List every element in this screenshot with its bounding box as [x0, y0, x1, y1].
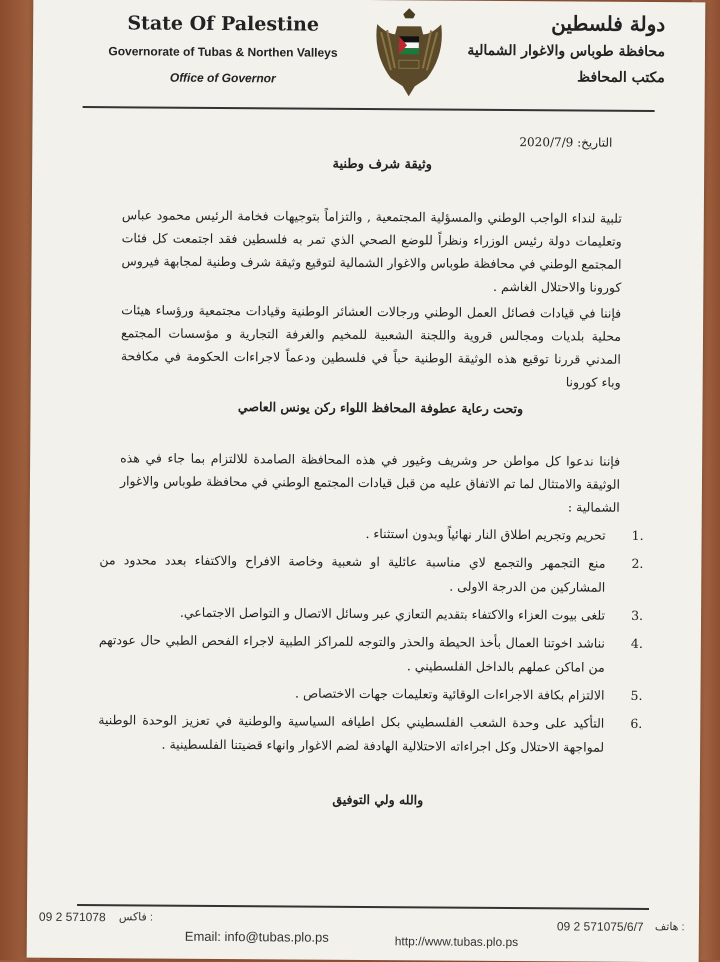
governorate-name-ar: محافظة طوباس والاغوار الشمالية [467, 42, 666, 61]
item-number: 2. [631, 555, 644, 571]
item-text: التأكيد على وحدة الشعب الفلسطيني بكل اطيافه السياسية والوطنية في تعزيز الوحدة الوطنية لمواجهة الاحتلال وكل اجراءاته الاحتلالية الهادفة لضم الاغوار وانهاء قضيتنا الفلسطينية . [98, 712, 605, 755]
letter-title: وثيقة شرف وطنية [332, 156, 432, 173]
patronage-line: وتحت رعاية عطوفة المحافظ اللواء ركن يونس العاصي [237, 399, 524, 417]
phone-number: 09 2 571075/6/7 [556, 919, 644, 934]
item-text: نناشد اخوتنا العمال بأخذ الحيطة والحذر والتوجه للمراكز الطبية لاجراء الفحص الطبي حال عودتهم من اماكن عملهم بالداخل الفلسطيني . [98, 632, 605, 675]
letter-date: التاريخ: 2020/7/9 [519, 135, 613, 150]
item-number: 1. [631, 527, 644, 543]
item-text: الالتزام بكافة الاجراءات الوقائية وتعليمات جهات الاختصاص . [295, 685, 605, 703]
header-arabic [425, 10, 666, 86]
item-text: تحريم وتجريم اطلاق النار نهائياً وبدون استثناء . [365, 525, 606, 543]
commitments-list [98, 520, 644, 764]
header-divider [83, 106, 655, 112]
footer-divider [77, 904, 649, 909]
item-number: 3. [631, 607, 644, 623]
closing-line: والله ولي التوفيق [332, 791, 424, 808]
list-item [98, 680, 643, 708]
list-item [98, 708, 643, 760]
paragraph-intro: تلبية لنداء الواجب الوطني والمسؤلية المجتمعية , والتزاماً بتوجيهات فخامة الرئيس محمود عباس وتعليمات دولة رئيس الوزراء ونظراً للوضع الصحي الذي تمر به فلسطين فقد اجتمعت كل فئات المجتمع الوطني في محافظة طوباس والاغوار الشمالية لتوقيع وثيقة شرف وطنية لمجابهة فيروس كورونا والاحتلال الغاشم . [121, 207, 622, 295]
fax-number: 09 2 571078 [38, 909, 106, 925]
phone-label: : هاتف [654, 921, 685, 934]
paragraph-signatories: فإننا في قيادات فصائل العمل الوطني ورجالات العشائر الوطنية وقيادات مجتمعية ورؤساء هيئات محلية بلديات ومجالس قروية واللجنة الشعبية للمخيم والغرفة التجارية و مؤسسات المجتمع المدني قررنا توقيع هذه الوثيقة الوطنية حباً في فلسطين ودعماً لاجراءات الحكومة في مكافحة وباء كورونا [120, 302, 622, 390]
fax-label: : فاكس [118, 911, 153, 924]
list-item [99, 548, 644, 600]
list-item [98, 628, 643, 680]
header-english [93, 12, 353, 86]
letter-page [27, 0, 706, 962]
office-name-ar: مكتب المحافظ [577, 69, 665, 87]
item-number: 5. [630, 687, 643, 703]
email-address[interactable]: Email: info@tubas.plo.ps [184, 928, 329, 945]
state-name-en: State Of Palestine [127, 12, 320, 36]
state-name-ar: دولة فلسطين [551, 11, 666, 37]
list-item [100, 520, 644, 548]
item-text: تلغى بيوت العزاء والاكتفاء بتقديم التعازي عبر وسائل الاتصال و التواصل الاجتماعي. [179, 604, 606, 623]
website-link[interactable]: http://www.tubas.plo.ps [394, 934, 519, 950]
governorate-name-en: Governorate of Tubas & Northen Valleys [108, 44, 338, 60]
list-item [99, 600, 644, 628]
item-number: 6. [630, 715, 643, 731]
item-text: منع التجمهر والتجمع لاي مناسبة عائلية او شعبية وخاصة الافراح والاكتفاء بعدد محدود من المشاركين من الدرجة الاولى . [99, 552, 606, 595]
office-name-en: Office of Governor [169, 70, 276, 86]
paragraph-call: فإننا ندعوا كل مواطن حر وشريف وغيور في هذه المحافظة الصامدة للالتزام بما جاء في هذه الوثيقة والامتثال لما تم الاتفاق عليه من قبل قيادات المجتمع الوطني في محافظة طوباس والاغوار الشمالية : [119, 450, 621, 515]
item-number: 4. [630, 635, 643, 651]
